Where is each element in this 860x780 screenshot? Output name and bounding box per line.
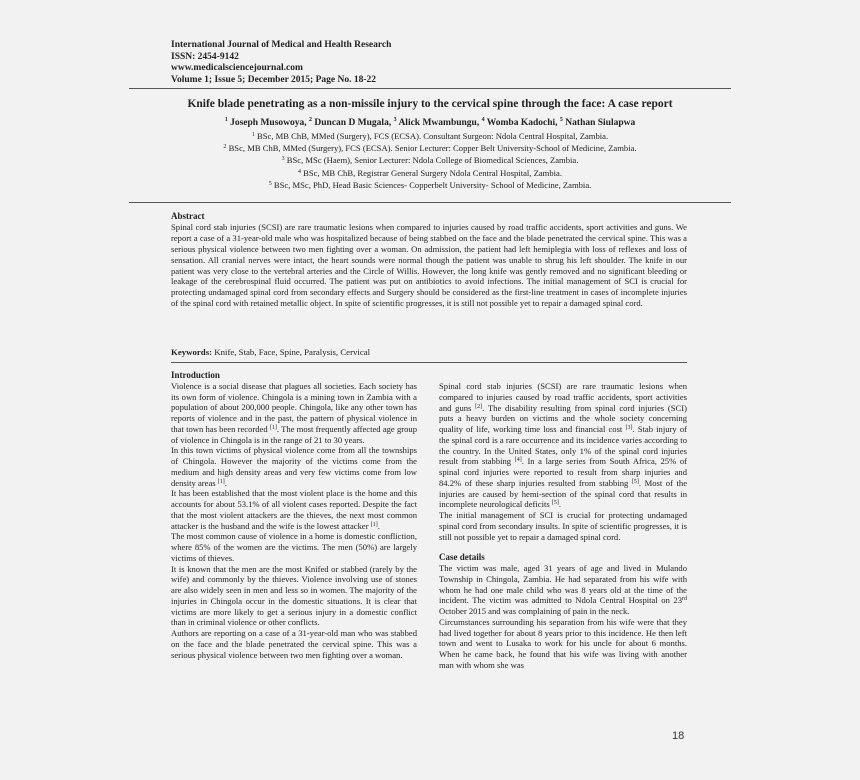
keywords-text: Knife, Stab, Face, Spine, Paralysis, Cervical (214, 347, 371, 357)
affiliation-item: $^2$ BSc, MB ChB, MMed (Surgery), FCS (ECSA). Senior Lecturer: Copper Belt University-School of Medicine, Zambia. (223, 143, 637, 154)
affiliation-list (129, 130, 731, 191)
journal-website: www.medicalsciencejournal.com (171, 63, 303, 73)
keywords-divider (171, 362, 687, 363)
left-column (171, 370, 417, 660)
author-sup: 2 (309, 117, 313, 123)
header-divider (129, 88, 731, 89)
affiliation-item: $^5$ BSc, MSc, PhD, Head Basic Sciences- Copperbelt University- School of Medicine, Zambia. (268, 179, 592, 190)
author-sup: 5 (559, 117, 563, 123)
abstract-section (171, 211, 687, 309)
paragraph: The victim was male, aged 31 years of age and lived in Mulando Township in Chingola, Zambia. He had separated from his wife with whom he had one male child who was 8 years old at the time of the incident. The victim was admitted to Ndola Central Hospital on 23rd October 2015 and was complaining of pain in the neck. (439, 563, 687, 616)
right-column (439, 381, 687, 671)
introduction-heading: Introduction (171, 370, 220, 380)
journal-header (171, 40, 391, 86)
author-name: Alick Mwambungu, (398, 118, 480, 128)
paragraph: Spinal cord stab injuries (SCSI) are rare traumatic lesions when compared to injuries caused by road traffic accidents, sport activities and guns [2]. The disability resulting from spinal cord injuries (SCI) puts a heavy burden on victims and the whole society concerning quality of life, working time loss and financial cost [3]. Stab injury of the spinal cord is a rare occurrence and its incidence varies according to the country. In the United States, only 1% of the spinal cord injuries result from stabbing [4]. In a large series from South Africa, 25% of spinal cord injuries were reported to result from sharp injuries and 84.2% of these sharp injuries resulted from stabbing [5]. Most of the injuries are caused by hemi-section of the spinal cord that results in incomplete neurological deficits [5]. (439, 381, 688, 510)
author-name: Joseph Musowoya, (230, 118, 307, 128)
paragraph: The initial management of SCI is crucial for protecting undamaged spinal cord from secondary insults. In spite of scientific progresses, it is still not possible yet to repair a damaged spinal cord. (439, 510, 687, 542)
author-name: Duncan D Mugala, (314, 118, 392, 128)
journal-name: International Journal of Medical and Health Research (171, 40, 392, 50)
author-sup: 3 (393, 117, 397, 123)
keywords-label: Keywords: (171, 347, 213, 357)
affiliation-item: $^1$ BSc, MB ChB, MMed (Surgery), FCS (ECSA). Consultant Surgeon: Ndola Central Hospital, Zambia. (251, 131, 609, 141)
paragraph: It has been established that the most violent place is the home and this accounts for about 53.1% of all violent cases reported. Despite the fact that the most violent attackers are the thieves, the next most common attacker is the husband and the wife is the lowest attacker [1]. (171, 488, 417, 531)
abstract-text: Spinal cord stab injuries (SCSI) are rare traumatic lesions when compared to injuries caused by road traffic accidents, sport activities and guns. We report a case of a 31-year-old male who was hospitalized because of being stabbed on the face and the blade penetrated the cervical spine. This was a serious physical violence between two men fighting over a woman. On admission, the patient had left hemiplegia with loss of reflexes and loss of sensation. All cranial nerves were intact, the heart sounds were normal though the patient was unable to shrug his left shoulder. The knife in our patient was very close to the vertebral arteries and the Circle of Willis. However, the long knife was gently removed and no significant bleeding or leakage of the cerebrospinal fluid occurred. The patient was put on antibiotics to avoid infections. The initial management of SCI is crucial for protecting undamaged spinal cord from secondary effects and Surgery should be considered as the first-line treatment in cases of incomplete injuries of the spinal cord with retained metallic object. In spite of scientific progresses, it is still not possible yet to repair a damaged spinal cord. (171, 221, 687, 309)
author-sup: 4 (481, 117, 485, 123)
paragraph: Authors are reporting on a case of a 31-year-old man who was stabbed on the face and the blade penetrated the cervical spine. This was a serious physical violence between two men fighting over a woman. (171, 628, 417, 660)
author-sup: 1 (224, 117, 228, 123)
case-details-heading: Case details (439, 552, 485, 563)
journal-issn: ISSN: 2454-9142 (171, 51, 239, 62)
paragraph: Circumstances surrounding his separation from his wife were that they had lived together for about 8 years prior to this incidence. He then left town and went to Lusaka to work for his uncle for about 6 months. When he came back, he found that his wife was living with another man with whom she was (439, 616, 687, 670)
affiliation-item: $^4$ BSc, MB ChB, Registrar General Surgery Ndola Central Hospital, Zambia. (298, 167, 562, 178)
paper-title: Knife blade penetrating as a non-missile injury to the cervical spine through the face: A case report (187, 98, 673, 110)
author-name: Womba Kadochi, (486, 118, 558, 128)
journal-volume: Volume 1; Issue 5; December 2015; Page No. 18-22 (171, 74, 377, 85)
page-number: 18 (672, 730, 685, 742)
author-list (129, 118, 731, 128)
author-name: Nathan Siulapwa (565, 118, 636, 128)
affiliation-item: $^3$ BSc, MSc (Haem), Senior Lecturer: Ndola College of Biomedical Sciences, Zambia. (281, 155, 579, 166)
paragraph: Violence is a social disease that plagues all societies. Each society has its own form of violence. Chingola is a mining town in Zambia with a population of about 200,000 people. Chingola, like any other town has reports of violence and in the past, the pattern of physical violence in that town has been recorded [1]. The most frequently affected age group of violence in Chingola is in the range of 21 to 30 years. (171, 380, 417, 445)
paragraph: In this town victims of physical violence come from all the townships of Chingola. However the majority of the victims come from the medium and high density areas and very few victims come from low density areas [1]. (171, 445, 417, 488)
paragraph: It is known that the men are the most Knifed or stabbed (rarely by the wife) and commonly by the thieves. Violence involving use of stones are also widely seen in men and less so in women. The majority of the injuries in Chingola occur in the domestic situations. It is clear that victims are more likely to get a serious injury in a domestic conflict than in criminal violence or other conflicts. (171, 563, 417, 628)
abstract-heading: Abstract (171, 211, 205, 221)
keywords-line (171, 347, 687, 357)
abstract-divider (129, 202, 731, 203)
paragraph: The most common cause of violence in a home is domestic confliction, where 85% of the women are the victims. The men (50%) are largely victims of thieves. (171, 531, 417, 563)
